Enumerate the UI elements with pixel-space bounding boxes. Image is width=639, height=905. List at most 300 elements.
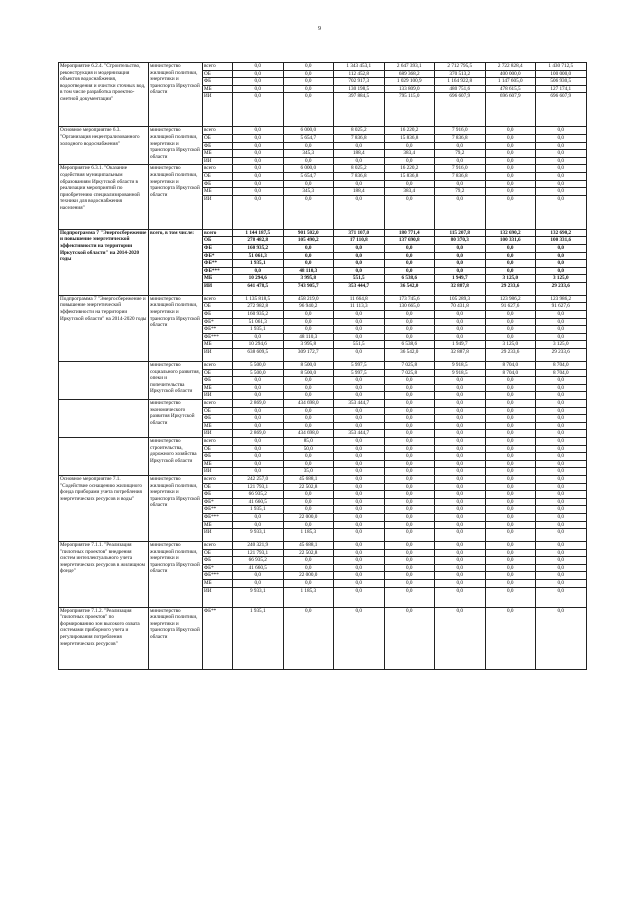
value-cell: 7 836,8 <box>435 172 486 180</box>
table-row <box>59 295 587 303</box>
value-cell: 0,0 <box>536 377 587 385</box>
value-cell: 0,0 <box>485 127 536 135</box>
value-cell: 0,0 <box>536 134 587 142</box>
source-cell: ИИ <box>203 392 233 400</box>
value-cell: 0,0 <box>334 468 385 476</box>
value-cell: 100 331,6 <box>485 237 536 245</box>
source-cell: всего <box>203 127 233 135</box>
value-cell: 0,0 <box>485 407 536 415</box>
value-cell: 1 144 187,5 <box>233 229 284 237</box>
value-cell: 0,0 <box>334 572 385 580</box>
value-cell: 29 233,6 <box>536 282 587 295</box>
value-cell: 0,0 <box>435 506 486 514</box>
source-cell: ОБ <box>203 369 233 377</box>
value-cell: 0,0 <box>384 318 435 326</box>
value-cell: 0,0 <box>435 267 486 275</box>
value-cell: 41 660,5 <box>233 498 284 506</box>
executor-cell: министерство жилищной политики, энергетики и транспорта Иркутской области <box>149 165 203 229</box>
value-cell: 0,0 <box>536 384 587 392</box>
value-cell: 0,0 <box>485 521 536 529</box>
value-cell: 123 986,2 <box>485 295 536 303</box>
value-cell: 17 110,8 <box>334 237 385 245</box>
value-cell: 9 933,1 <box>233 587 284 607</box>
value-cell: 0,0 <box>233 142 284 150</box>
source-cell: МБ <box>203 85 233 93</box>
value-cell: 795 115,0 <box>384 93 435 127</box>
value-cell: 9 918,5 <box>435 362 486 370</box>
value-cell: 0,0 <box>435 326 486 334</box>
value-cell: 0,0 <box>536 172 587 180</box>
source-cell: ФБ** <box>203 607 233 669</box>
value-cell: 0,0 <box>283 557 334 565</box>
value-cell: 0,0 <box>233 422 284 430</box>
value-cell: 0,0 <box>283 244 334 252</box>
value-cell: 0,0 <box>485 557 536 565</box>
value-cell: 0,0 <box>334 453 385 461</box>
value-cell: 0,0 <box>435 460 486 468</box>
value-cell: 0,0 <box>283 180 334 188</box>
value-cell: 353 444,7 <box>334 282 385 295</box>
value-cell: 272 982,8 <box>233 303 284 311</box>
value-cell: 0,0 <box>536 587 587 607</box>
value-cell: 0,0 <box>384 195 435 229</box>
value-cell: 5 500,0 <box>233 362 284 370</box>
activity-title: Основное мероприятие 7.1. "Содействие оснащению жилищного фонда приборами учета потребления энергетических ресурсов и воды" <box>59 475 149 541</box>
value-cell: 0,0 <box>435 407 486 415</box>
value-cell: 6 538,6 <box>384 275 435 283</box>
value-cell: 0,0 <box>233 513 284 521</box>
value-cell: 0,0 <box>435 513 486 521</box>
value-cell: 0,0 <box>435 475 486 483</box>
value-cell: 132 690,2 <box>485 229 536 237</box>
value-cell: 22 000,0 <box>283 572 334 580</box>
table-row <box>59 475 587 483</box>
source-cell: ФБ** <box>203 506 233 514</box>
value-cell: 16 220,2 <box>384 127 435 135</box>
value-cell: 0,0 <box>384 542 435 550</box>
value-cell: 551,5 <box>334 275 385 283</box>
value-cell: 0,0 <box>334 377 385 385</box>
value-cell: 0,0 <box>435 180 486 188</box>
value-cell: 0,0 <box>283 506 334 514</box>
value-cell: 0,0 <box>536 157 587 165</box>
value-cell: 8 704,0 <box>536 362 587 370</box>
value-cell: 743 905,7 <box>283 282 334 295</box>
source-cell: ОБ <box>203 445 233 453</box>
value-cell: 0,0 <box>536 557 587 565</box>
value-cell: 0,0 <box>536 195 587 229</box>
value-cell: 696 607,9 <box>435 93 486 127</box>
value-cell: 1 185,3 <box>283 587 334 607</box>
value-cell: 127 174,1 <box>536 85 587 93</box>
value-cell: 11 664,8 <box>334 295 385 303</box>
value-cell: 0,0 <box>334 529 385 542</box>
value-cell: 0,0 <box>384 415 435 423</box>
value-cell: 0,0 <box>283 460 334 468</box>
value-cell: 0,0 <box>536 188 587 196</box>
value-cell: 1 935,1 <box>233 326 284 334</box>
value-cell: 2 712 795,5 <box>435 63 486 71</box>
value-cell: 0,0 <box>536 564 587 572</box>
value-cell: 137 690,8 <box>384 237 435 245</box>
value-cell: 0,0 <box>536 392 587 400</box>
value-cell: 0,0 <box>334 506 385 514</box>
value-cell: 0,0 <box>283 422 334 430</box>
value-cell: 16 220,2 <box>384 165 435 173</box>
source-cell: ФБ* <box>203 252 233 260</box>
value-cell: 0,0 <box>536 407 587 415</box>
value-cell: 0,0 <box>485 150 536 158</box>
source-cell: ИИ <box>203 468 233 476</box>
value-cell: 11 113,3 <box>334 303 385 311</box>
source-cell: ОБ <box>203 549 233 557</box>
value-cell: 0,0 <box>485 384 536 392</box>
value-cell: 0,0 <box>485 453 536 461</box>
value-cell: 0,0 <box>384 422 435 430</box>
value-cell: 1 935,1 <box>233 260 284 268</box>
value-cell: 0,0 <box>435 260 486 268</box>
table-row <box>59 63 587 71</box>
value-cell: 0,0 <box>435 453 486 461</box>
executor-cell: министерство экономического развития Иркутской области <box>149 400 203 438</box>
value-cell: 105 289,3 <box>435 295 486 303</box>
value-cell: 5 500,0 <box>233 369 284 377</box>
source-cell: всего <box>203 542 233 550</box>
value-cell: 0,0 <box>384 445 435 453</box>
value-cell: 0,0 <box>435 244 486 252</box>
value-cell: 0,0 <box>283 521 334 529</box>
page-number: 9 <box>318 26 321 32</box>
value-cell: 0,0 <box>233 134 284 142</box>
value-cell: 0,0 <box>233 267 284 275</box>
value-cell: 41 660,5 <box>233 564 284 572</box>
value-cell: 36 542,0 <box>384 282 435 295</box>
value-cell: 66 935,2 <box>233 491 284 499</box>
value-cell: 0,0 <box>283 384 334 392</box>
value-cell: 0,0 <box>435 400 486 408</box>
value-cell: 0,0 <box>485 513 536 521</box>
source-cell: всего <box>203 475 233 483</box>
value-cell: 7 025,8 <box>384 369 435 377</box>
value-cell: 0,0 <box>485 491 536 499</box>
value-cell: 0,0 <box>485 157 536 165</box>
value-cell: 0,0 <box>536 513 587 521</box>
value-cell: 32 887,8 <box>435 282 486 295</box>
value-cell: 0,0 <box>485 415 536 423</box>
value-cell: 0,0 <box>536 483 587 491</box>
value-cell: 133 809,0 <box>384 85 435 93</box>
value-cell: 6 000,0 <box>283 165 334 173</box>
value-cell: 0,0 <box>283 252 334 260</box>
value-cell: 0,0 <box>334 349 385 362</box>
value-cell: 0,0 <box>536 422 587 430</box>
value-cell: 0,0 <box>384 252 435 260</box>
value-cell: 0,0 <box>485 318 536 326</box>
value-cell: 180 771,4 <box>384 229 435 237</box>
value-cell: 0,0 <box>435 521 486 529</box>
value-cell: 0,0 <box>435 142 486 150</box>
value-cell: 0,0 <box>283 311 334 319</box>
value-cell: 10 294,6 <box>233 275 284 283</box>
value-cell: 0,0 <box>435 392 486 400</box>
value-cell: 0,0 <box>485 430 536 438</box>
value-cell: 80 370,3 <box>435 237 486 245</box>
value-cell: 173 745,6 <box>384 295 435 303</box>
value-cell: 0,0 <box>536 529 587 542</box>
activity-title: Основное мероприятие 6.3. "Организация нецентрализованного холодного водоснабжения" <box>59 127 149 165</box>
value-cell: 0,0 <box>485 529 536 542</box>
value-cell: 0,0 <box>536 430 587 438</box>
value-cell: 1 935,1 <box>233 506 284 514</box>
value-cell: 0,0 <box>384 384 435 392</box>
value-cell: 696 607,9 <box>485 93 536 127</box>
value-cell: 0,0 <box>384 506 435 514</box>
value-cell: 0,0 <box>384 483 435 491</box>
value-cell: 0,0 <box>334 195 385 229</box>
value-cell: 0,0 <box>435 542 486 550</box>
value-cell: 123 986,2 <box>536 295 587 303</box>
value-cell: 22 502,8 <box>283 483 334 491</box>
source-cell: ИИ <box>203 529 233 542</box>
value-cell: 0,0 <box>233 572 284 580</box>
value-cell: 0,0 <box>334 326 385 334</box>
value-cell: 1 185,3 <box>283 529 334 542</box>
value-cell: 32 887,8 <box>435 349 486 362</box>
value-cell: 0,0 <box>334 513 385 521</box>
value-cell: 2 869,0 <box>233 400 284 408</box>
value-cell: 8 704,0 <box>485 369 536 377</box>
value-cell: 696 607,9 <box>536 93 587 127</box>
value-cell: 5 654,7 <box>283 134 334 142</box>
value-cell: 0,0 <box>485 580 536 588</box>
value-cell: 400 000,0 <box>485 70 536 78</box>
value-cell: 0,0 <box>233 78 284 86</box>
value-cell: 0,0 <box>435 468 486 476</box>
value-cell: 0,0 <box>485 311 536 319</box>
value-cell: 51 061,3 <box>233 318 284 326</box>
value-cell: 0,0 <box>334 491 385 499</box>
value-cell: 0,0 <box>233 127 284 135</box>
value-cell: 0,0 <box>485 326 536 334</box>
source-cell: ОБ <box>203 70 233 78</box>
value-cell: 0,0 <box>283 142 334 150</box>
value-cell: 0,0 <box>435 498 486 506</box>
value-cell: 0,0 <box>334 252 385 260</box>
source-cell: МБ <box>203 580 233 588</box>
value-cell: 0,0 <box>485 188 536 196</box>
value-cell: 0,0 <box>334 407 385 415</box>
value-cell: 0,0 <box>233 437 284 445</box>
value-cell: 0,0 <box>536 475 587 483</box>
value-cell: 3 995,8 <box>283 275 334 283</box>
value-cell: 0,0 <box>334 521 385 529</box>
value-cell: 0,0 <box>485 392 536 400</box>
value-cell: 29 233,6 <box>536 349 587 362</box>
value-cell: 0,0 <box>435 311 486 319</box>
source-cell: ИИ <box>203 349 233 362</box>
value-cell: 0,0 <box>283 70 334 78</box>
value-cell: 0,0 <box>536 542 587 550</box>
value-cell: 160 935,2 <box>233 244 284 252</box>
value-cell: 551,5 <box>334 341 385 349</box>
value-cell: 0,0 <box>283 415 334 423</box>
source-cell: ФБ*** <box>203 267 233 275</box>
value-cell: 0,0 <box>334 483 385 491</box>
source-cell: ФБ* <box>203 564 233 572</box>
value-cell: 0,0 <box>536 415 587 423</box>
value-cell: 0,0 <box>283 564 334 572</box>
source-cell: ИИ <box>203 587 233 607</box>
value-cell: 0,0 <box>233 415 284 423</box>
value-cell: 0,0 <box>384 587 435 607</box>
value-cell: 0,0 <box>435 549 486 557</box>
value-cell: 2 722 828,4 <box>485 63 536 71</box>
activity-title: Мероприятие 6.3.1. "Оказание содействия муниципальным образованиям Иркутской области в реализации мероприятий по приобретению специализированной техники для водоснабжения населения" <box>59 165 149 229</box>
value-cell: 0,0 <box>435 529 486 542</box>
source-cell: ФБ*** <box>203 513 233 521</box>
value-cell: 0,0 <box>384 430 435 438</box>
value-cell: 0,0 <box>283 195 334 229</box>
value-cell: 91 627,6 <box>536 303 587 311</box>
source-cell: ИИ <box>203 430 233 438</box>
value-cell: 0,0 <box>435 483 486 491</box>
value-cell: 0,0 <box>384 498 435 506</box>
value-cell: 0,0 <box>384 513 435 521</box>
value-cell: 0,0 <box>485 260 536 268</box>
value-cell: 0,0 <box>485 134 536 142</box>
value-cell: 0,0 <box>334 415 385 423</box>
value-cell: 0,0 <box>283 63 334 71</box>
value-cell: 353 444,7 <box>334 400 385 408</box>
value-cell: 0,0 <box>233 63 284 71</box>
value-cell: 7 916,0 <box>435 165 486 173</box>
value-cell: 0,0 <box>384 311 435 319</box>
value-cell: 0,0 <box>283 260 334 268</box>
source-cell: ФБ <box>203 491 233 499</box>
value-cell: 15 836,8 <box>384 134 435 142</box>
source-cell: всего <box>203 295 233 303</box>
value-cell: 0,0 <box>435 445 486 453</box>
value-cell: 0,0 <box>334 549 385 557</box>
value-cell: 370 513,2 <box>435 70 486 78</box>
source-cell: ФБ <box>203 142 233 150</box>
executor-cell: министерство жилищной политики, энергетики и транспорта Иркутской области <box>149 607 203 669</box>
value-cell: 0,0 <box>233 333 284 341</box>
value-cell: 0,0 <box>233 195 284 229</box>
value-cell: 29 233,6 <box>485 349 536 362</box>
value-cell: 96 940,2 <box>283 303 334 311</box>
executor-cell: министерство жилищной политики, энергетики и транспорта Иркутской области <box>149 295 203 361</box>
value-cell: 0,0 <box>384 521 435 529</box>
value-cell: 1 949,7 <box>435 341 486 349</box>
value-cell: 36 542,0 <box>384 349 435 362</box>
value-cell: 7 836,8 <box>334 172 385 180</box>
value-cell: 2 869,0 <box>233 430 284 438</box>
table-row <box>59 542 587 550</box>
value-cell: 0,0 <box>283 453 334 461</box>
value-cell: 0,0 <box>384 260 435 268</box>
source-cell: ОБ <box>203 172 233 180</box>
value-cell: 8 025,2 <box>334 127 385 135</box>
source-cell: ФБ** <box>203 260 233 268</box>
value-cell: 0,0 <box>283 377 334 385</box>
executor-cell: министерство жилищной политики, энергетики и транспорта Иркутской области <box>149 542 203 608</box>
value-cell: 480 751,6 <box>435 85 486 93</box>
value-cell: 0,0 <box>334 244 385 252</box>
value-cell: 8 704,0 <box>536 369 587 377</box>
value-cell: 0,0 <box>233 93 284 127</box>
value-cell: 345,3 <box>283 188 334 196</box>
value-cell: 0,0 <box>384 580 435 588</box>
value-cell: 0,0 <box>233 521 284 529</box>
value-cell: 1 935,1 <box>233 607 284 669</box>
value-cell: 0,0 <box>384 407 435 415</box>
value-cell: 240 321,9 <box>233 542 284 550</box>
source-cell: МБ <box>203 150 233 158</box>
value-cell: 132 690,2 <box>536 229 587 237</box>
value-cell: 0,0 <box>283 498 334 506</box>
value-cell: 7 916,0 <box>435 127 486 135</box>
value-cell: 0,0 <box>485 475 536 483</box>
source-cell: всего <box>203 362 233 370</box>
value-cell: 0,0 <box>334 142 385 150</box>
value-cell: 0,0 <box>435 587 486 607</box>
value-cell: 1 029 100,9 <box>384 78 435 86</box>
value-cell: 0,0 <box>283 93 334 127</box>
value-cell: 0,0 <box>384 549 435 557</box>
value-cell: 0,0 <box>334 580 385 588</box>
source-cell: ОБ <box>203 303 233 311</box>
value-cell: 10 294,6 <box>233 341 284 349</box>
value-cell: 0,0 <box>435 195 486 229</box>
value-cell: 5 654,7 <box>283 172 334 180</box>
value-cell: 0,0 <box>485 542 536 550</box>
source-cell: ФБ* <box>203 498 233 506</box>
source-cell: ИИ <box>203 157 233 165</box>
value-cell: 0,0 <box>384 157 435 165</box>
value-cell: 100 000,0 <box>536 70 587 78</box>
value-cell: 0,0 <box>435 564 486 572</box>
value-cell: 1 164 922,8 <box>435 78 486 86</box>
executor-cell: министерство жилищной политики, энергетики и транспорта Иркутской области <box>149 127 203 165</box>
value-cell: 0,0 <box>536 437 587 445</box>
value-cell: 0,0 <box>485 333 536 341</box>
source-cell: ФБ <box>203 311 233 319</box>
value-cell: 371 107,0 <box>334 229 385 237</box>
value-cell: 0,0 <box>485 165 536 173</box>
value-cell: 2 647 393,1 <box>384 63 435 71</box>
value-cell: 0,0 <box>435 557 486 565</box>
activity-title: Мероприятие 7.1.2. "Реализация "пилотных проектов" по формированию зон высокого охвата системами приборного учета и регулирования потребления энергетических ресурсов" <box>59 607 149 669</box>
value-cell: 121 793,1 <box>233 549 284 557</box>
executor-cell: министерство жилищной политики, энергетики и транспорта Иркутской области <box>149 63 203 127</box>
value-cell: 397 884,5 <box>334 93 385 127</box>
value-cell: 0,0 <box>485 244 536 252</box>
value-cell: 0,0 <box>334 587 385 607</box>
value-cell: 0,0 <box>384 607 435 669</box>
source-cell: ОБ <box>203 237 233 245</box>
value-cell: 0,0 <box>283 580 334 588</box>
source-cell: ОБ <box>203 483 233 491</box>
value-cell: 0,0 <box>334 498 385 506</box>
value-cell: 0,0 <box>384 400 435 408</box>
value-cell: 1 147 605,0 <box>485 78 536 86</box>
value-cell: 434 698,0 <box>283 400 334 408</box>
value-cell: 0,0 <box>485 468 536 476</box>
value-cell: 22 502,8 <box>283 549 334 557</box>
source-cell: ФБ <box>203 557 233 565</box>
source-cell: МБ <box>203 422 233 430</box>
